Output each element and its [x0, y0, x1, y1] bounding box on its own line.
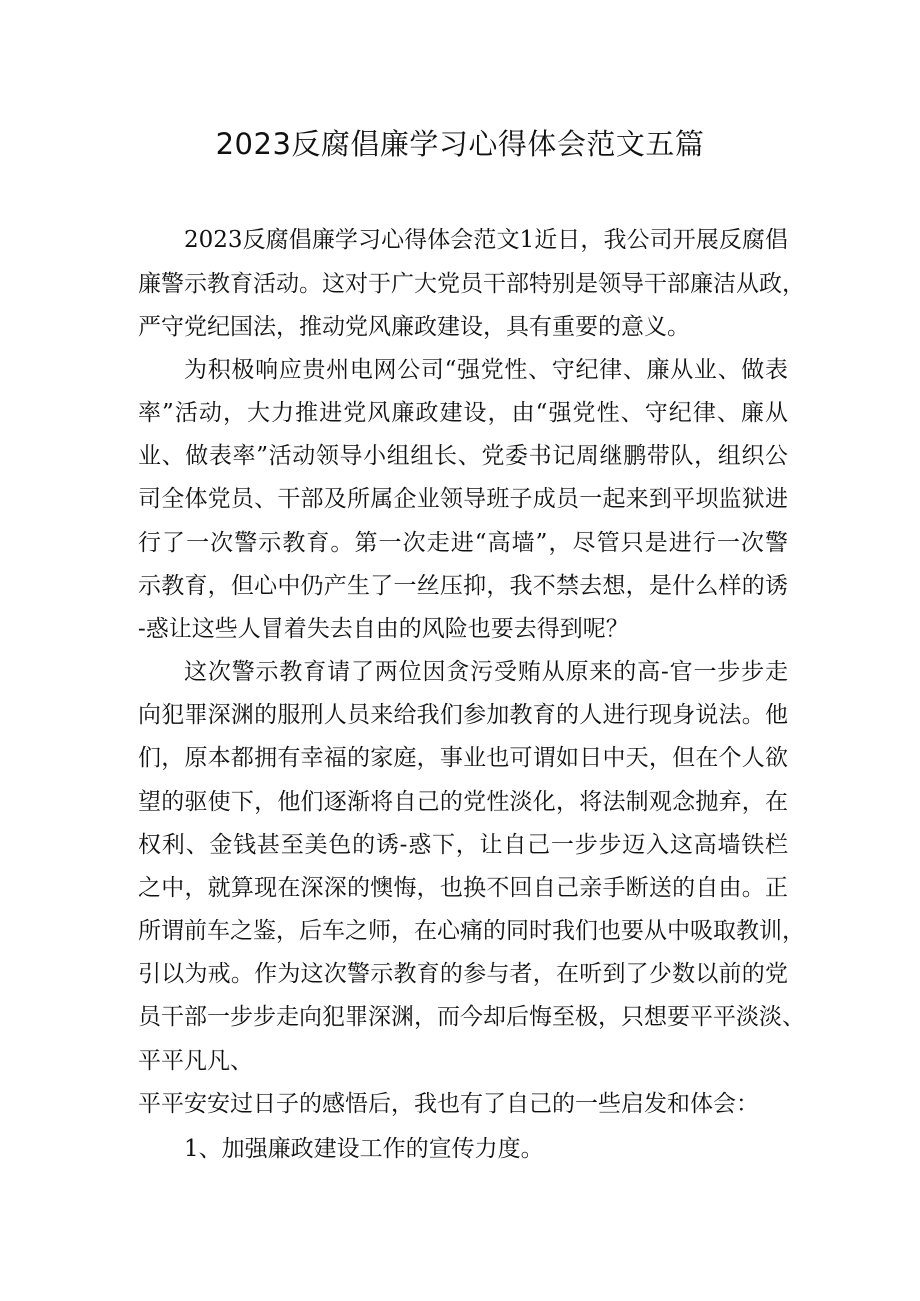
paragraph-2-line-5: 行了一次警示教育。第一次走进“高墙”，尽管只是进行一次警 — [138, 530, 788, 556]
paragraph-1-line-2: 廉警示教育活动。这对于广大党员干部特别是领导干部廉洁从政， — [138, 271, 805, 297]
paragraph-3-line-10: 平平凡凡、 — [138, 1048, 253, 1074]
paragraph-2-line-4: 司全体党员、干部及所属企业领导班子成员一起来到平坝监狱进 — [138, 486, 788, 512]
paragraph-2-line-7: -惑让这些人冒着失去自由的风险也要去得到呢？ — [138, 616, 629, 642]
paragraph-3-line-8: 引以为戒。作为这次警示教育的参与者，在听到了少数以前的党 — [138, 961, 788, 987]
paragraph-2-line-1: 为积极响应贵州电网公司“强党性、守纪律、廉从业、做表 — [184, 357, 788, 383]
paragraph-3-line-4: 望的驱使下，他们逐渐将自己的党性淡化，将法制观念抛弃，在 — [138, 789, 788, 815]
paragraph-3-line-6: 之中，就算现在深深的懊悔，也换不回自己亲手断送的自由。正 — [138, 875, 788, 901]
paragraph-3-line-3: 们，原本都拥有幸福的家庭，事业也可谓如日中天，但在个人欲 — [138, 745, 788, 771]
document-title: 2023反腐倡廉学习心得体会范文五篇 — [215, 127, 705, 161]
section-heading-1: 1、加强廉政建设工作的宣传力度。 — [184, 1136, 544, 1162]
paragraph-3-line-1: 这次警示教育请了两位因贪污受贿从原来的高-官一步步走 — [184, 659, 788, 685]
paragraph-3-line-5: 权利、金钱甚至美色的诱-惑下，让自己一步步迈入这高墙铁栏 — [138, 832, 788, 858]
paragraph-3-line-2: 向犯罪深渊的服刑人员来给我们参加教育的人进行现身说法。他 — [138, 702, 788, 728]
paragraph-2-line-6: 示教育，但心中仍产生了一丝压抑，我不禁去想，是什么样的诱 — [138, 573, 788, 599]
paragraph-2-line-2: 率”活动，大力推进党风廉政建设，由“强党性、守纪律、廉从 — [138, 400, 788, 426]
paragraph-1-line-3: 严守党纪国法，推动党风廉政建设，具有重要的意义。 — [138, 314, 690, 340]
paragraph-4-line-1: 平平安安过日子的感悟后，我也有了自己的一些启发和体会： — [138, 1091, 759, 1117]
paragraph-3-line-9: 员干部一步步走向犯罪深渊，而今却后悔至极，只想要平平淡淡、 — [138, 1004, 805, 1030]
paragraph-3-line-7: 所谓前车之鉴，后车之师，在心痛的同时我们也要从中吸取教训， — [138, 918, 805, 944]
paragraph-1-line-1: 2023反腐倡廉学习心得体会范文1近日，我公司开展反腐倡 — [184, 227, 788, 253]
paragraph-2-line-3: 业、做表率”活动领导小组组长、党委书记周继鹏带队，组织公 — [138, 443, 788, 469]
